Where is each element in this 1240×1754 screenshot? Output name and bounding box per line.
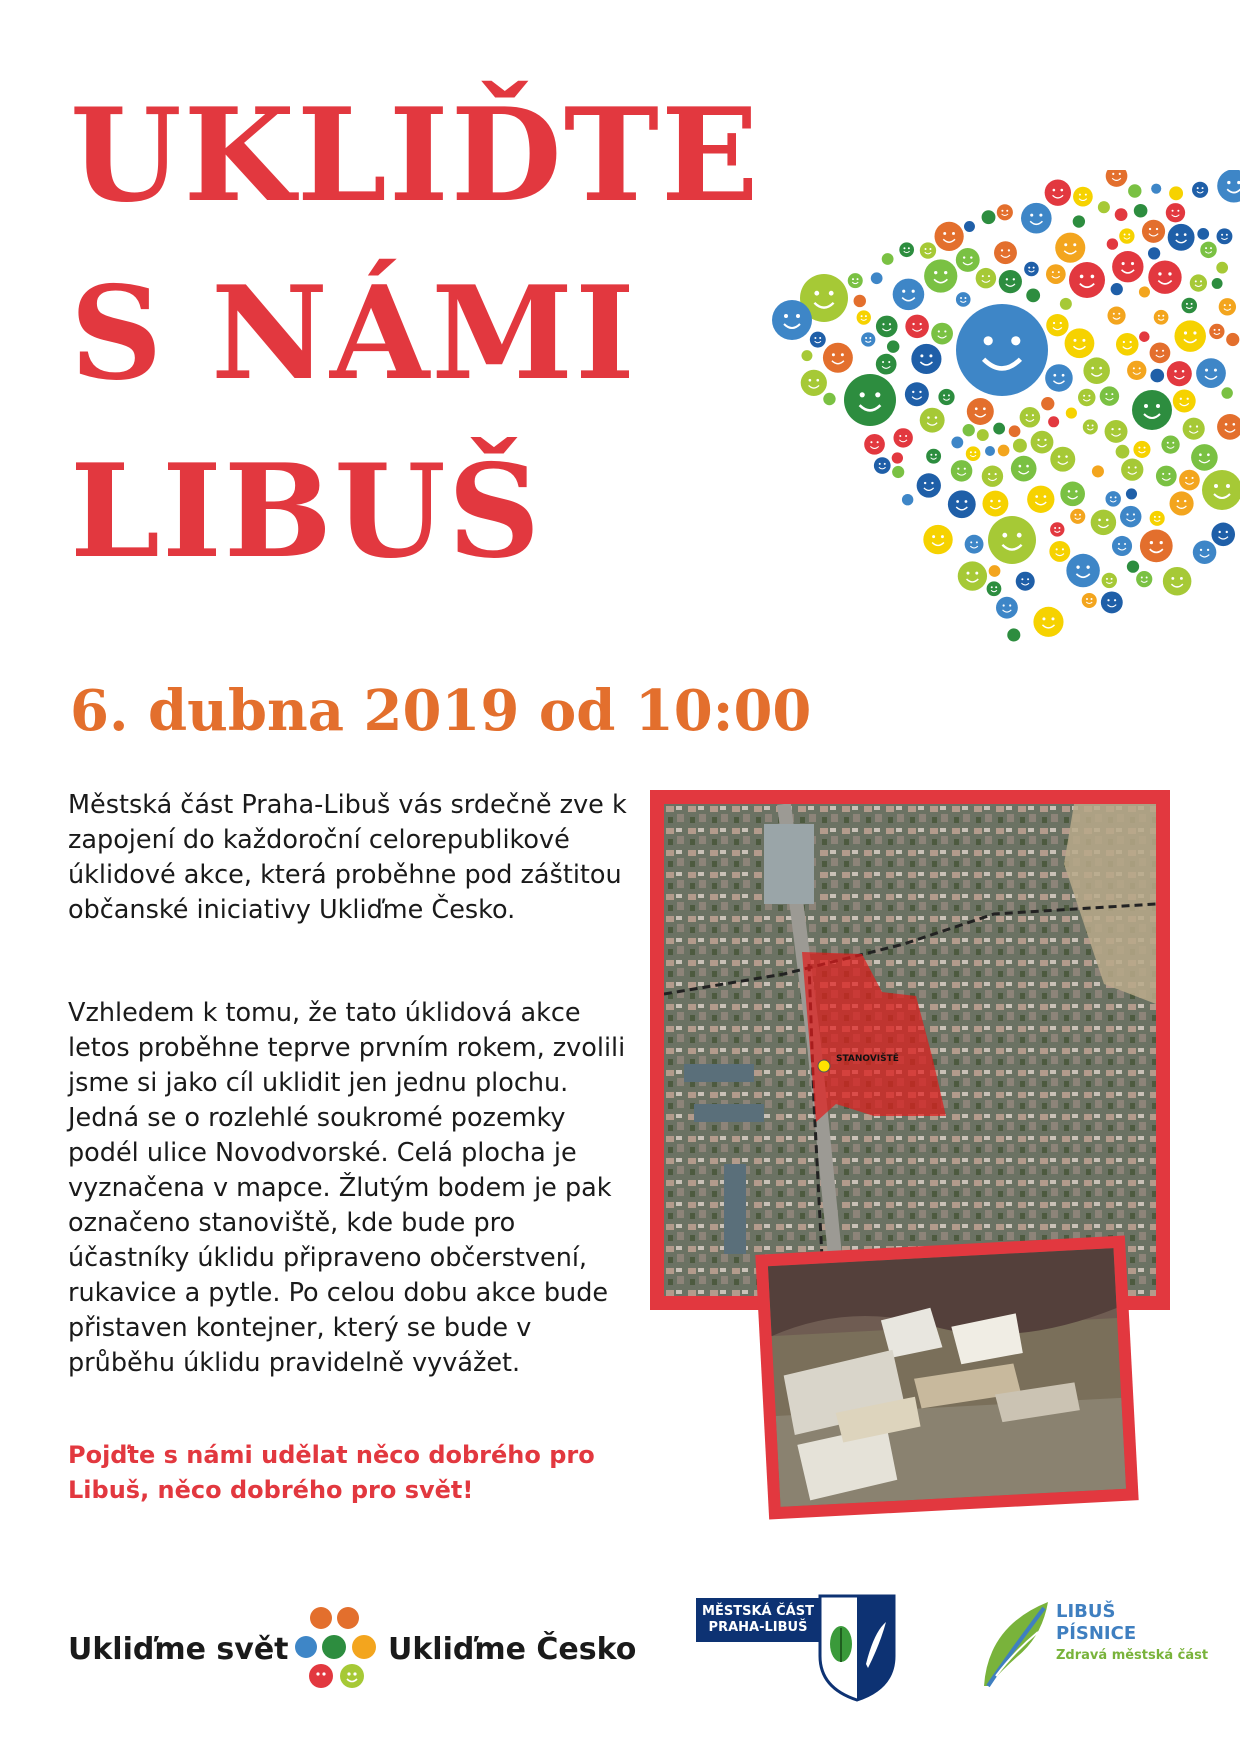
smiley-circle: [876, 316, 898, 338]
smiley-circle: [1033, 607, 1063, 637]
event-date: 6. dubna 2019 od 10:00: [70, 678, 812, 744]
praha-logo-line2: PRAHA-LIBUŠ: [708, 1620, 808, 1635]
smiley-circle: [876, 354, 897, 375]
smiley-circle: [934, 222, 963, 251]
smiley-circle: [982, 466, 1003, 487]
smiley-circle: [1107, 307, 1125, 325]
smiley-circle: [1170, 491, 1194, 515]
details-paragraph: Vzhledem k tomu, že tato úklidová akce letos proběhne teprve prvním rokem, zvolili jsme si jako cíl uklidit jen jednu plochu. Jedná se o rozlehlé soukromé pozemky podél ulice Novodvorské. Celá plocha je vyznačena v mapce. Žlutým bodem je pak označeno stanoviště, kde bude pro účastníky úklidu připraveno občerstvení, rukavice a pytle. Po celou dobu akce bude přistaven kontejner, který se bude v průběhu úklidu pravidelně vyvážet.: [68, 998, 626, 1378]
smiley-circle: [1202, 470, 1240, 510]
smiley-circle: [987, 581, 1002, 596]
praha-libus-logo: [696, 1592, 904, 1704]
smiley-circle: [1163, 567, 1192, 596]
smiley-circle: [823, 343, 853, 373]
smiley-circle: [887, 340, 899, 352]
smiley-circle: [1098, 201, 1110, 213]
smiley-circle: [874, 457, 891, 474]
smiley-circle: [848, 273, 863, 288]
uklidme-cesko-logo-text: Ukliďme Česko: [388, 1632, 637, 1667]
smiley-circle: [1183, 418, 1205, 440]
smiley-circle: [844, 374, 896, 426]
headline-line-3: LIBUŠ: [70, 437, 543, 587]
smiley-circle: [1217, 170, 1240, 203]
smiley-circle: [1217, 228, 1233, 244]
smiley-circle: [1148, 247, 1160, 259]
smiley-circle: [1154, 310, 1169, 325]
smiley-circle: [1197, 228, 1209, 240]
smiley-circle: [1174, 320, 1206, 352]
pisnice-tagline: Zdravá městská část: [1056, 1648, 1209, 1663]
smiley-circle: [1116, 333, 1139, 356]
smiley-circle: [956, 304, 1048, 396]
cleanup-area-map: [650, 790, 1170, 1310]
smiley-circle: [1132, 390, 1172, 430]
smiley-circle: [1048, 416, 1059, 427]
smiley-circle: [801, 370, 827, 396]
smiley-circle: [1150, 511, 1165, 526]
smiley-circles-logo-icon: [294, 1604, 380, 1696]
smiley-circle: [1216, 262, 1228, 274]
smiley-circle: [1167, 361, 1192, 386]
smiley-circle: [1193, 540, 1217, 564]
smiley-circle: [1091, 510, 1117, 536]
smiley-circle: [1140, 529, 1173, 562]
call-to-action: Pojďte s námi udělat něco dobrého pro Libuš, něco dobrého pro svět!: [68, 1441, 595, 1504]
smiley-circle: [854, 295, 866, 307]
station-marker: [818, 1060, 830, 1072]
pisnice-line1: LIBUŠ: [1056, 1601, 1116, 1622]
smiley-circle: [1050, 447, 1075, 472]
smiley-circle: [1041, 397, 1054, 410]
smiley-circle: [1045, 179, 1071, 205]
smiley-circle: [1128, 184, 1141, 197]
smiley-circle: [857, 310, 871, 324]
uklidme-svet-logo-text: Ukliďme svět: [68, 1632, 289, 1667]
smiley-circle: [1190, 274, 1207, 291]
smiley-circle: [998, 445, 1010, 457]
smiley-circle: [1083, 419, 1098, 434]
smiley-circle: [1120, 506, 1141, 527]
praha-logo-box: [696, 1598, 820, 1642]
smiley-circle: [956, 292, 971, 307]
smiley-circle: [1156, 466, 1177, 487]
smiley-circle: [1111, 283, 1123, 295]
smiley-circle: [1127, 560, 1139, 572]
smiley-circle: [1182, 298, 1197, 313]
smiley-circle: [1200, 242, 1216, 258]
smiley-circle: [1115, 208, 1128, 221]
smiley-circle: [938, 389, 954, 405]
smiley-circle: [1116, 445, 1130, 459]
smiley-circle: [772, 300, 812, 340]
smiley-circle: [948, 490, 976, 518]
smiley-circle: [1021, 203, 1052, 234]
smiley-circle: [1139, 331, 1150, 342]
smiley-circle: [920, 408, 945, 433]
smiley-circle: [1024, 262, 1039, 277]
smiley-circle: [1192, 182, 1208, 198]
smiley-circle: [977, 429, 989, 441]
smiley-circle: [966, 446, 981, 461]
smiley-circle: [924, 259, 957, 292]
smiley-circle: [1007, 628, 1020, 641]
smiley-circle: [1105, 491, 1120, 506]
smiley-circle: [1070, 509, 1085, 524]
smiley-circle: [823, 393, 835, 405]
smiley-circle: [951, 460, 973, 482]
smiley-circle: [810, 332, 826, 348]
smiley-circle: [1126, 488, 1137, 499]
smiley-circle: [1069, 262, 1105, 298]
smiley-circle: [985, 446, 995, 456]
smiley-circle: [905, 315, 929, 339]
smiley-circle: [989, 565, 1001, 577]
smiley-circle: [892, 452, 903, 463]
smiley-circle: [993, 423, 1005, 435]
smiley-circle: [1212, 278, 1223, 289]
smiley-circle: [1119, 228, 1134, 243]
coat-of-arms-icon: [816, 1592, 898, 1704]
smiley-circle: [1136, 571, 1152, 587]
smiley-circle: [1166, 203, 1185, 222]
smiley-circle: [1169, 186, 1183, 200]
smiley-circle: [951, 437, 963, 449]
smiley-circle: [1083, 357, 1110, 384]
smiley-circle: [1133, 441, 1150, 458]
smiley-circle: [1046, 314, 1068, 336]
waste-photo: [755, 1235, 1138, 1519]
smiley-circle: [882, 253, 894, 265]
smiley-circle: [1196, 358, 1226, 388]
smiley-circle: [956, 248, 980, 272]
smiley-circle: [1112, 251, 1143, 282]
smiley-circle: [1219, 298, 1236, 315]
smiley-circle: [1106, 170, 1128, 187]
smiley-circle: [967, 398, 994, 425]
smiley-circle: [1050, 522, 1064, 536]
smiley-circle: [917, 473, 941, 497]
smiley-circle: [976, 268, 997, 289]
smiley-circle: [1055, 233, 1085, 263]
smiley-circle: [1107, 238, 1118, 249]
smiley-circle: [1161, 435, 1179, 453]
smiley-circle: [999, 270, 1022, 293]
smiley-circle: [1066, 407, 1077, 418]
smiley-circle: [1102, 573, 1117, 588]
smiley-circle: [1046, 264, 1066, 284]
smiley-circle: [1016, 572, 1035, 591]
smiley-circle: [1066, 554, 1099, 587]
libus-pisnice-logo: [978, 1596, 1209, 1696]
smiley-circle: [1148, 261, 1181, 294]
pisnice-leaf-icon: [978, 1596, 1054, 1692]
smiley-circle: [871, 272, 883, 284]
smiley-circles-decoration: [752, 170, 1240, 730]
smiley-circle: [1127, 361, 1146, 380]
smiley-circle: [996, 597, 1018, 619]
smiley-circle: [905, 382, 929, 406]
smiley-circle: [1060, 482, 1085, 507]
smiley-circle: [923, 525, 952, 554]
smiley-circle: [1100, 386, 1119, 405]
smiley-circle: [988, 516, 1036, 564]
smiley-circle: [864, 434, 885, 455]
headline-line-2: S NÁMI: [70, 259, 637, 409]
smiley-circle: [1073, 187, 1093, 207]
smiley-circle: [1045, 364, 1073, 392]
smiley-circle: [1073, 215, 1085, 227]
smiley-circle: [963, 424, 975, 436]
smiley-circle: [801, 350, 812, 361]
smiley-circle: [1078, 389, 1096, 407]
smiley-circle: [1026, 288, 1040, 302]
smiley-circle: [1101, 591, 1123, 613]
smiley-circle: [1027, 486, 1054, 513]
smiley-circle: [1173, 390, 1196, 413]
smiley-circle: [1031, 431, 1054, 454]
intro-paragraph: Městská část Praha-Libuš vás srdečně zve k zapojení do každoroční celorepublikové úklidové akce, která proběhne pod záštitou občanské iniciativy Ukliďme Česko.: [68, 790, 627, 925]
smiley-circle: [964, 221, 975, 232]
smiley-circle: [892, 466, 904, 478]
headline-line-1: UKLIĎTE: [70, 81, 761, 231]
smiley-circle: [1065, 328, 1095, 358]
station-label: STANOVIŠTĚ: [836, 1054, 899, 1064]
smiley-circle: [1209, 324, 1224, 339]
smiley-circle: [1020, 407, 1041, 428]
praha-logo-line1: MĚSTSKÁ ČÁST: [702, 1604, 814, 1619]
smiley-circle: [1049, 541, 1070, 562]
smiley-circle: [1150, 342, 1171, 363]
smiley-circle: [1060, 298, 1072, 310]
smiley-circle: [911, 344, 941, 374]
smiley-circle: [1105, 420, 1128, 443]
smiley-circle: [931, 323, 953, 345]
smiley-circle: [1121, 459, 1143, 481]
smiley-circle: [1168, 224, 1195, 251]
pisnice-line2: PÍSNICE: [1056, 1623, 1137, 1644]
smiley-circle: [902, 494, 913, 505]
smiley-circle: [965, 535, 984, 554]
smiley-circle: [1221, 387, 1232, 398]
smiley-circle: [958, 561, 987, 590]
smiley-circle: [1151, 184, 1161, 194]
smiley-circle: [1082, 593, 1097, 608]
smiley-circle: [1150, 369, 1164, 383]
smiley-circle: [982, 491, 1008, 517]
smiley-circle: [1211, 523, 1235, 547]
smiley-circle: [1011, 456, 1037, 482]
smiley-circle: [1013, 439, 1027, 453]
smiley-circle: [926, 449, 941, 464]
smiley-circle: [920, 242, 936, 258]
smiley-circle: [1226, 333, 1239, 346]
smiley-circle: [1112, 536, 1132, 556]
smiley-circle: [899, 242, 914, 257]
smiley-circle: [1009, 425, 1021, 437]
smiley-circle: [1179, 470, 1200, 491]
smiley-circle: [1092, 465, 1104, 477]
smiley-circle: [1134, 204, 1148, 218]
smiley-circle: [997, 204, 1013, 220]
smiley-circle: [1139, 286, 1150, 297]
smiley-circle: [893, 428, 912, 447]
smiley-circle: [893, 279, 925, 311]
smiley-circle: [1191, 444, 1218, 471]
smiley-circle: [1142, 220, 1165, 243]
smiley-circle: [982, 210, 996, 224]
smiley-circle: [994, 241, 1017, 264]
smiley-circle: [861, 332, 875, 346]
smiley-circle: [1217, 414, 1240, 440]
